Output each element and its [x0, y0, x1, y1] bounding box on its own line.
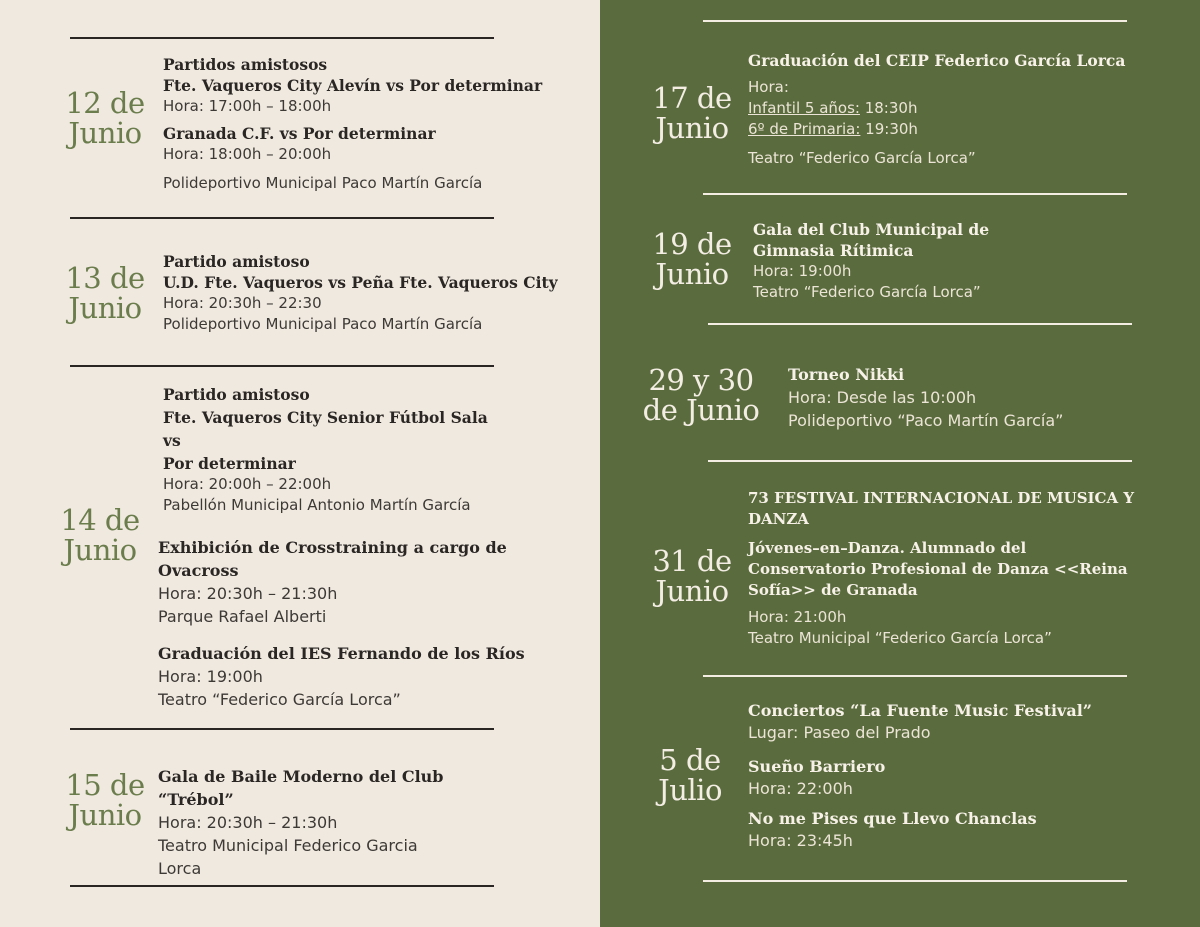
- event-time: Hora: 19:00h: [158, 667, 263, 686]
- event-time: Hora: 23:45h: [748, 831, 853, 850]
- divider: [703, 880, 1127, 882]
- event-title: Conservatorio Profesional de Danza <<Reina: [748, 560, 1128, 578]
- event-date: [55, 770, 155, 830]
- event-venue: Teatro Municipal Federico Garcia: [158, 836, 418, 855]
- event-title: Gala del Club Municipal de: [753, 220, 990, 239]
- event-details: [788, 363, 1193, 432]
- date-day: 29 y 30: [648, 363, 754, 397]
- event-venue: Teatro “Federico García Lorca”: [158, 690, 401, 709]
- event-title: U.D. Fte. Vaqueros vs Peña Fte. Vaqueros City: [163, 273, 558, 292]
- event-title: Partido amistoso: [163, 252, 310, 271]
- event-date: [640, 745, 740, 805]
- event-details: [748, 50, 1193, 169]
- date-day: 19 de: [652, 227, 732, 261]
- date-day: 17 de: [652, 81, 732, 115]
- divider: [70, 728, 494, 730]
- event-time-label: Hora:: [748, 78, 789, 96]
- date-day: 14 de: [60, 503, 140, 537]
- event-title: DANZA: [748, 510, 809, 528]
- event-time: Hora: Desde las 10:00h: [788, 388, 977, 407]
- event-time: Hora: 20:30h – 21:30h: [158, 584, 338, 603]
- event-venue: Teatro Municipal “Federico García Lorca”: [748, 629, 1052, 647]
- event-date: [636, 365, 766, 425]
- date-day: 31 de: [652, 544, 732, 578]
- event-title: Sofía>> de Granada: [748, 581, 918, 599]
- event-details: [163, 384, 593, 516]
- event-venue: Teatro “Federico García Lorca”: [753, 283, 981, 301]
- date-month: Julio: [658, 773, 722, 807]
- date-month: Junio: [655, 111, 729, 145]
- divider: [708, 460, 1132, 462]
- divider: [70, 365, 494, 367]
- divider: [70, 37, 494, 39]
- event-time: Hora: 20:00h – 22:00h: [163, 475, 332, 493]
- event-title: “Trébol”: [158, 790, 234, 809]
- event-details: [163, 251, 593, 335]
- event-venue: Polideportivo Municipal Paco Martín García: [163, 315, 483, 333]
- right-panel: [600, 0, 1200, 927]
- event-date: [55, 88, 155, 148]
- event-title: 73 FESTIVAL INTERNACIONAL DE MUSICA Y: [748, 489, 1135, 507]
- event-details: [163, 54, 593, 194]
- divider: [703, 20, 1127, 22]
- event-time: Hora: 18:00h – 20:00h: [163, 145, 332, 163]
- event-details: [748, 488, 1196, 649]
- event-venue: Parque Rafael Alberti: [158, 607, 327, 626]
- divider: [70, 885, 494, 887]
- event-time: Hora: 19:00h: [753, 262, 852, 280]
- event-time: [748, 119, 1193, 140]
- event-venue: Pabellón Municipal Antonio Martín García: [163, 496, 471, 514]
- event-title: Fte. Vaqueros City Senior Fútbol Sala: [163, 408, 488, 427]
- event-title: No me Pises que Llevo Chanclas: [748, 809, 1037, 828]
- event-session-time: 18:30h: [859, 99, 918, 117]
- event-title: Exhibición de Crosstraining a cargo de: [158, 538, 507, 557]
- divider: [703, 675, 1127, 677]
- event-date: [642, 83, 742, 143]
- event-details: [158, 765, 594, 880]
- event-time: Hora: 20:30h – 22:30: [163, 294, 322, 312]
- event-title: vs: [163, 431, 181, 450]
- date-day: 5 de: [659, 743, 721, 777]
- event-session-time: 19:30h: [860, 120, 918, 138]
- date-month: Junio: [655, 257, 729, 291]
- date-month: Junio: [68, 798, 142, 832]
- event-title: Conciertos “La Fuente Music Festival”: [748, 701, 1092, 720]
- divider: [70, 217, 494, 219]
- event-details: [748, 700, 1196, 852]
- date-day: 15 de: [65, 768, 145, 802]
- event-venue: Lugar: Paseo del Prado: [748, 723, 931, 742]
- date-day: 13 de: [65, 261, 145, 295]
- event-venue: Lorca: [158, 859, 202, 878]
- divider: [708, 323, 1132, 325]
- event-title: Gimnasia Rítimica: [753, 241, 914, 260]
- event-venue: Polideportivo Municipal Paco Martín García: [163, 174, 483, 192]
- event-details: [158, 536, 594, 711]
- event-title: Graduación del IES Fernando de los Ríos: [158, 644, 525, 663]
- event-title: Fte. Vaqueros City Alevín vs Por determinar: [163, 76, 543, 95]
- date-day: 12 de: [65, 86, 145, 120]
- event-title: Jóvenes–en–Danza. Alumnado del: [748, 539, 1027, 557]
- event-title: Graduación del CEIP Federico García Lorca: [748, 51, 1126, 70]
- event-details: [753, 219, 1193, 303]
- event-time: Hora: 21:00h: [748, 608, 847, 626]
- event-title: Partido amistoso: [163, 385, 310, 404]
- date-month: Junio: [655, 574, 729, 608]
- event-title: Sueño Barriero: [748, 757, 886, 776]
- event-time: Hora: 17:00h – 18:00h: [163, 97, 332, 115]
- event-session-label: 6º de Primaria:: [748, 120, 861, 138]
- event-date: [50, 505, 150, 565]
- event-time: Hora: 20:30h – 21:30h: [158, 813, 338, 832]
- event-title: Granada C.F. vs Por determinar: [163, 124, 436, 143]
- date-month: Junio: [63, 533, 137, 567]
- event-title: Ovacross: [158, 561, 239, 580]
- event-title: Gala de Baile Moderno del Club: [158, 767, 444, 786]
- date-month: Junio: [68, 116, 142, 150]
- divider: [703, 193, 1127, 195]
- event-title: Partidos amistosos: [163, 55, 328, 74]
- event-venue: Teatro “Federico García Lorca”: [748, 149, 976, 167]
- event-time: [748, 98, 1193, 119]
- event-venue: Polideportivo “Paco Martín García”: [788, 411, 1064, 430]
- event-title: Torneo Nikki: [788, 365, 905, 384]
- event-date: [55, 263, 155, 323]
- date-month: Junio: [68, 291, 142, 325]
- event-session-label: Infantil 5 años:: [748, 99, 860, 117]
- event-date: [642, 229, 742, 289]
- event-time: Hora: 22:00h: [748, 779, 853, 798]
- event-title: Por determinar: [163, 454, 296, 473]
- date-month: de Junio: [642, 393, 760, 427]
- event-date: [642, 546, 742, 606]
